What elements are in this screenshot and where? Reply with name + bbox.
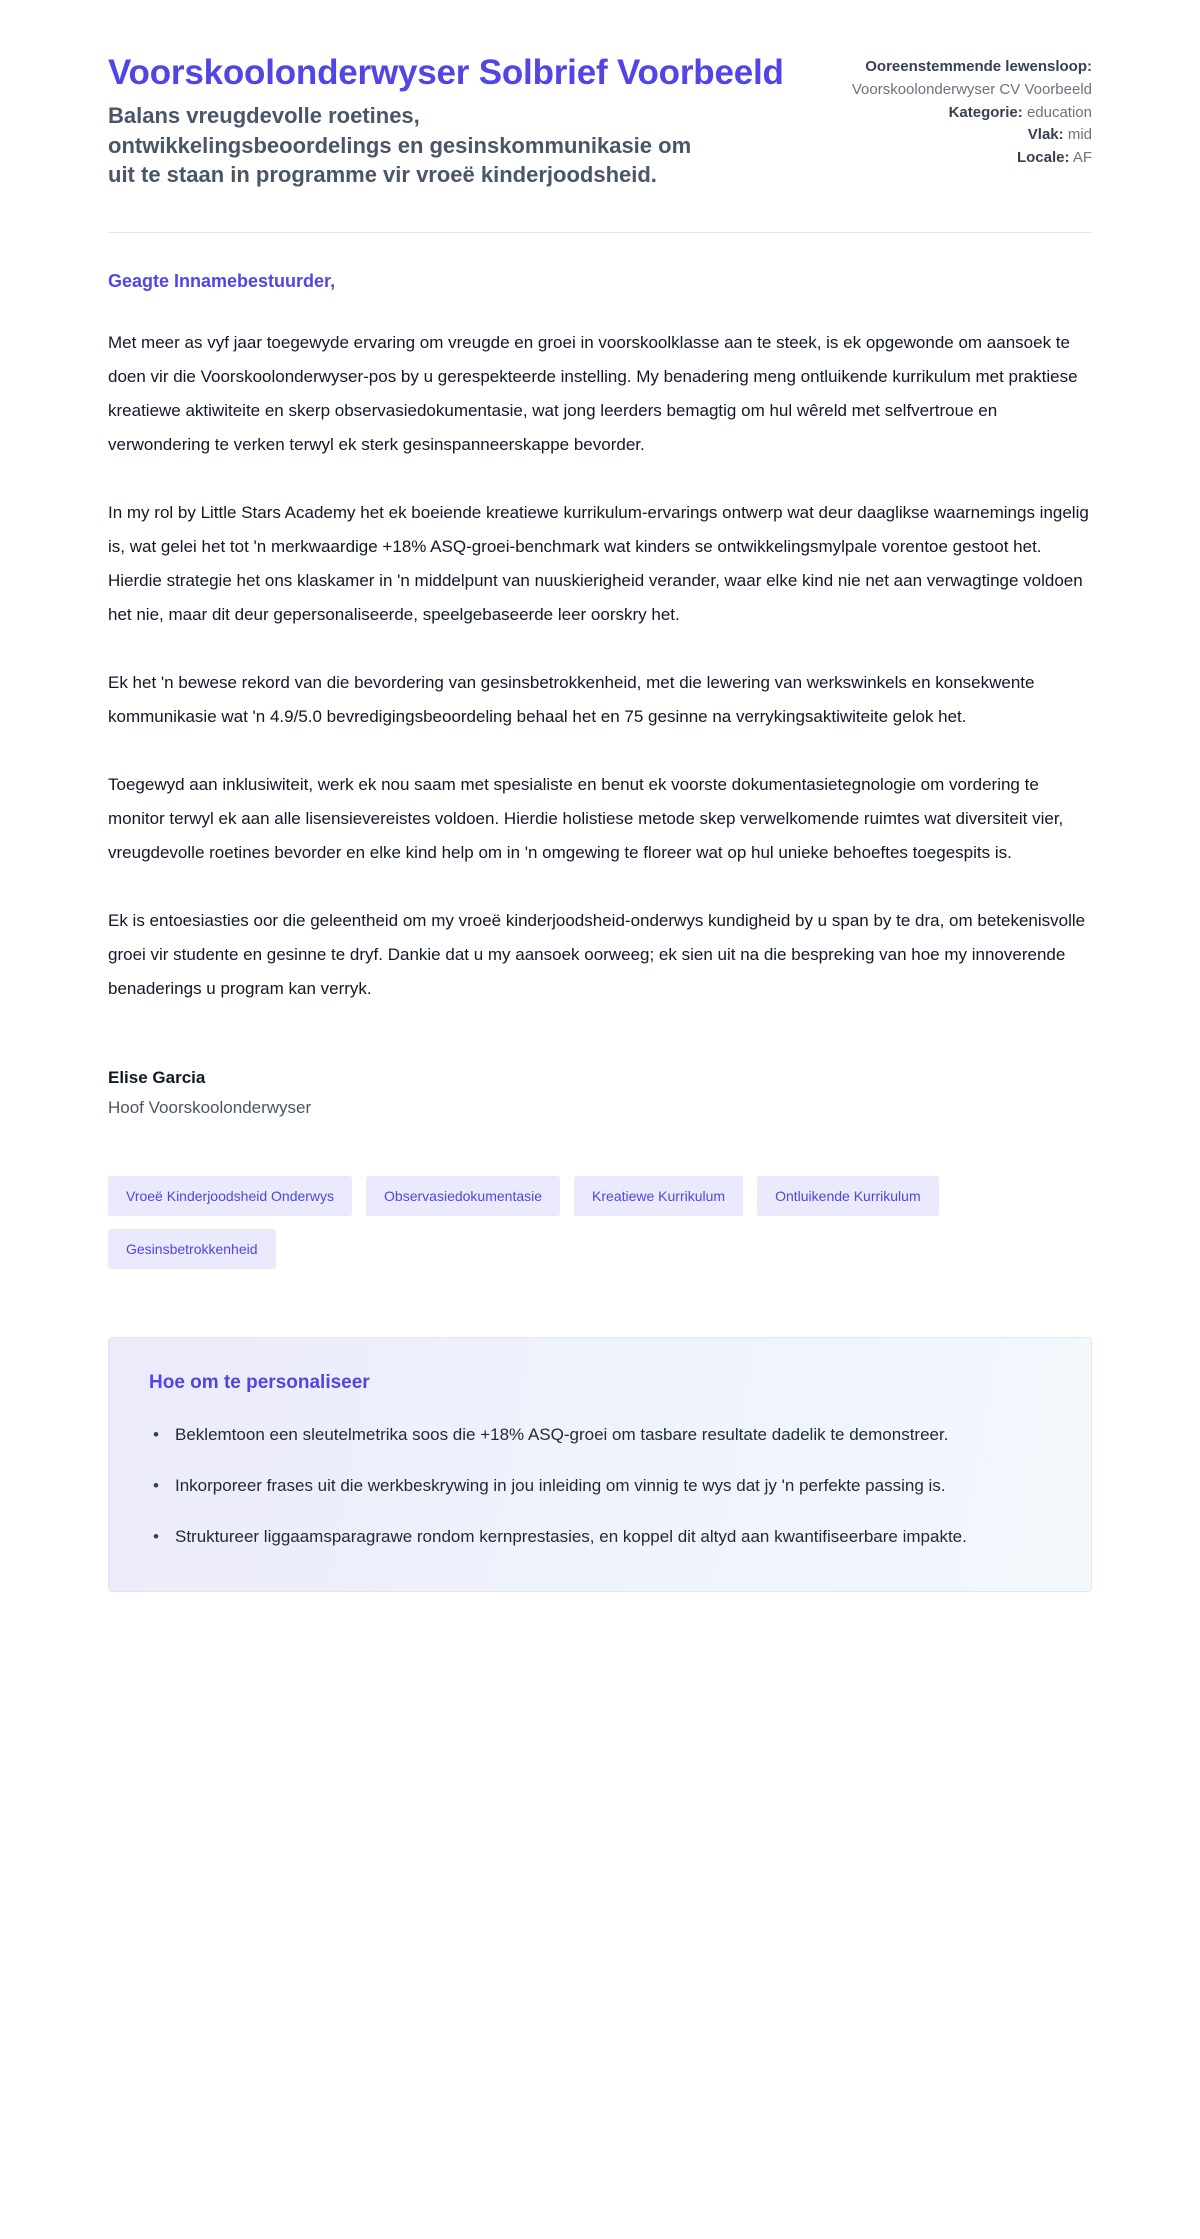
page-subtitle: Balans vreugdevolle roetines, ontwikkelingsbeoordelings en gesinskommunikasie om uit te staan in programme vir vroeë kinderjoodsheid. <box>108 103 692 188</box>
personalization-callout <box>108 1337 1092 1592</box>
metadata-value-level: mid <box>1067 126 1092 144</box>
document-header <box>108 52 1092 190</box>
tag-item[interactable]: Gesinsbetrokkenheid <box>108 1229 276 1269</box>
tag-item[interactable]: Vroeë Kinderjoodsheid Onderwys <box>108 1176 352 1216</box>
signature-role: Hoof Voorskoolonderwyser <box>108 1097 312 1117</box>
list-item: • Beklemtoon een sleutelmetrika soos die +18% ASQ-groei om tasbare resultate dadelik te demonstreer. <box>175 1418 1051 1451</box>
signature-name: Elise Garcia <box>108 1067 206 1087</box>
metadata-value-category: education <box>1026 103 1092 121</box>
metadata-row-resume <box>842 56 1092 78</box>
metadata-value-resume: Voorskoolonderwyser CV Voorbeeld <box>851 80 1092 98</box>
metadata-label-level: Vlak: <box>1027 126 1064 144</box>
metadata-label-category: Kategorie: <box>948 103 1023 121</box>
metadata-panel <box>842 52 1092 170</box>
metadata-value-locale: AF <box>1072 149 1092 166</box>
header-text-group <box>108 52 798 190</box>
callout-title: Hoe om te personaliseer <box>149 1371 370 1393</box>
page-title: Voorskoolonderwyser Solbrief Voorbeeld <box>108 53 784 92</box>
metadata-value-resume-row <box>842 79 1092 101</box>
list-item: • Inkorporeer frases uit die werkbeskrywing in jou inleiding om vinnig te wys dat jy 'n perfekte passing is. <box>175 1469 1051 1502</box>
metadata-label-resume: Ooreenstemmende lewensloop: <box>865 58 1092 75</box>
callout-list <box>149 1418 1051 1553</box>
letter-paragraph-3: Ek het 'n bewese rekord van die bevordering van gesinsbetrokkenheid, met die lewering van werkswinkels en konsekwente kommunikasie wat 'n 4.9/5.0 bevredigingsbeoordeling behaal het en 75 gesinne na verrykingsaktiwiteite gelok het. <box>108 672 1035 726</box>
metadata-row-level <box>842 124 1092 146</box>
signature-block <box>108 1068 1092 1118</box>
tag-item[interactable]: Ontluikende Kurrikulum <box>757 1176 939 1216</box>
letter-paragraph-4: Toegewyd aan inklusiwiteit, werk ek nou saam met spesialiste en benut ek voorste dokumentasietegnologie om vordering te monitor terwyl ek aan alle lisensievereistes voldoen. Hierdie holistiese metode skep verwelkomende ruimtes wat diversiteit vier, vreugdevolle roetines bevorder en elke kind help om in 'n omgewing te floreer wat op hul unieke behoeftes toegespits is. <box>108 774 1064 862</box>
tag-list <box>108 1176 968 1269</box>
letter-paragraph-2: In my rol by Little Stars Academy het ek boeiende kreatiewe kurrikulum-ervarings ontwerp wat deur daaglikse waarnemings ingelig is, wat gelei het tot 'n merkwaardige +18% ASQ-groei-benchmark wat kinders se ontwikkelingsmylpale vorentoe gestoot het. Hierdie strategie het ons klaskamer in 'n middelpunt van nuuskierigheid verander, waar elke kind nie net aan verwagtinge voldoen het nie, maar dit deur gepersonaliseerde, speelgebaseerde leer oorskry het. <box>108 502 1089 624</box>
letter-paragraph-5: Ek is entoesiasties oor die geleentheid om my vroeë kinderjoodsheid-onderwys kundigheid by u span by te dra, om betekenisvolle groei vir studente en gesinne te dryf. Dankie dat u my aansoek oorweeg; ek sien uit na die bespreking van hoe my innoverende benaderings u program kan verryk. <box>108 910 1086 998</box>
metadata-row-category <box>842 102 1092 124</box>
letter-paragraph-1: Met meer as vyf jaar toegewyde ervaring om vreugde en groei in voorskoolklasse aan te steek, is ek opgewonde om aansoek te doen vir die Voorskoolonderwyser-pos by u gerespekteerde instelling. My benadering meng ontluikende kurrikulum met praktiese kreatiewe aktiwiteite en skerp observasiedokumentasie, wat jong leerders bemagtig om hul wêreld met selfvertroue en verwondering te verken terwyl ek sterk gesinspanneerskappe bevorder. <box>108 332 1078 454</box>
tag-item[interactable]: Observasiedokumentasie <box>366 1176 560 1216</box>
list-item: • Struktureer liggaamsparagrawe rondom kernprestasies, en koppel dit altyd aan kwantifiseerbare impakte. <box>175 1520 1051 1553</box>
tag-item[interactable]: Kreatiewe Kurrikulum <box>574 1176 743 1216</box>
metadata-row-locale <box>842 147 1092 169</box>
letter-salutation: Geagte Innamebestuurder, <box>108 270 336 291</box>
cover-letter-body <box>108 233 1092 1118</box>
metadata-label-locale: Locale: <box>1016 149 1070 166</box>
